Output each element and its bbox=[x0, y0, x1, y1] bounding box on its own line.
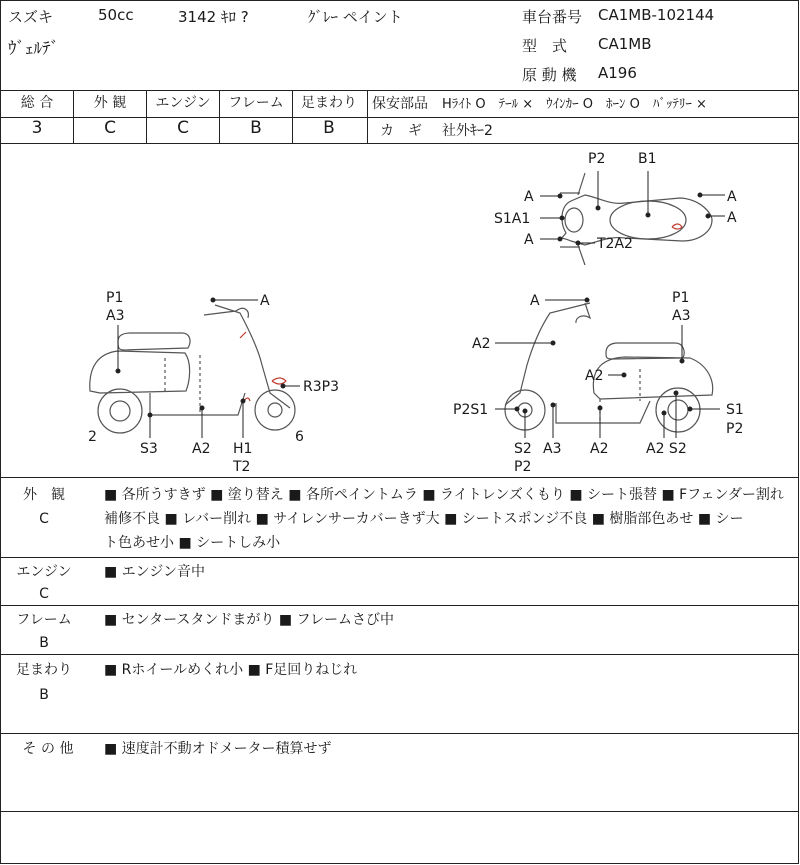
section-other-line-1: ■ 速度計不動オドメーター積算せず bbox=[104, 741, 332, 757]
label-left-a3: A3 bbox=[106, 308, 125, 324]
label-top-s1a1: S1A1 bbox=[494, 211, 531, 227]
section-frame-grade: B bbox=[39, 635, 49, 651]
label-right-p1: P1 bbox=[672, 290, 690, 306]
grade-exterior-value: C bbox=[104, 118, 116, 138]
label-left-p1: P1 bbox=[106, 290, 124, 306]
label-right-a3: A3 bbox=[672, 308, 691, 324]
label-left-t2: T2 bbox=[233, 459, 251, 475]
label-left-h1: H1 bbox=[233, 441, 253, 457]
label-left-6: 6 bbox=[295, 429, 304, 445]
label-right-a2-3: A2 bbox=[590, 441, 609, 457]
grade-engine-label: エンジン bbox=[155, 95, 211, 111]
engine-label: 原 動 機 bbox=[522, 66, 577, 84]
section-suspension-grade: B bbox=[39, 687, 49, 703]
label-right-a: A bbox=[530, 293, 540, 309]
scooter-top-view bbox=[560, 173, 712, 265]
key-label: カ ギ bbox=[380, 123, 422, 139]
grade-frame-label: フレーム bbox=[228, 95, 284, 111]
label-top-a-1: A bbox=[524, 189, 534, 205]
grade-exterior-label: 外 観 bbox=[93, 95, 127, 111]
key-value: 社外ｷｰ2 bbox=[442, 123, 493, 139]
section-exterior-line-1: ■ 各所うすきず ■ 塗り替え ■ 各所ペイントムラ ■ ライトレンズくもり ■ シート張替 ■ Fフェンダー割れ bbox=[104, 487, 784, 503]
label-left-r3p3: R3P3 bbox=[303, 379, 339, 395]
label-top-p2: P2 bbox=[588, 151, 606, 167]
grade-frame-value: B bbox=[250, 118, 262, 138]
label-right-p2s1: P2S1 bbox=[453, 402, 489, 418]
label-right-p2-2: P2 bbox=[514, 459, 532, 475]
displacement: 50cc bbox=[98, 6, 134, 24]
grade-overall-label: 総 合 bbox=[20, 95, 54, 111]
section-engine-label: エンジン bbox=[16, 564, 72, 580]
section-other-label: そ の 他 bbox=[22, 741, 74, 757]
label-top-a-3: A bbox=[727, 189, 737, 205]
grade-engine-value: C bbox=[177, 118, 189, 138]
label-top-b1: B1 bbox=[638, 151, 657, 167]
label-left-2: 2 bbox=[88, 429, 97, 445]
model-name: ｳﾞｪﾙﾃﾞ bbox=[8, 39, 59, 59]
label-left-a2: A2 bbox=[192, 441, 211, 457]
label-right-a3-2: A3 bbox=[543, 441, 562, 457]
color: ｸﾞﾚｰ ペイント bbox=[308, 8, 403, 26]
safety-label: 保安部品 bbox=[372, 96, 428, 112]
label-left-s3: S3 bbox=[140, 441, 158, 457]
section-frame-line-1: ■ センタースタンドまがり ■ フレームさび中 bbox=[104, 612, 394, 628]
label-top-t2a2: T2A2 bbox=[597, 236, 633, 252]
section-suspension-line-1: ■ Rホイールめくれ小 ■ F足回りねじれ bbox=[104, 662, 358, 678]
label-left-a: A bbox=[260, 293, 270, 309]
section-exterior-label: 外 観 bbox=[23, 487, 65, 503]
maker: スズキ bbox=[8, 8, 54, 26]
label-right-a2s2: A2 S2 bbox=[646, 441, 687, 457]
label-top-a-4: A bbox=[727, 210, 737, 226]
section-engine-line-1: ■ エンジン音中 bbox=[104, 564, 205, 580]
label-right-a2-2: A2 bbox=[585, 368, 604, 384]
label-right-p2: P2 bbox=[726, 421, 744, 437]
scooter-left-view bbox=[90, 305, 295, 433]
frame-no-label: 車台番号 bbox=[522, 8, 583, 26]
label-right-a2-1: A2 bbox=[472, 336, 491, 352]
section-engine-grade: C bbox=[39, 586, 49, 602]
scooter-diagram bbox=[0, 143, 799, 477]
section-suspension-label: 足まわり bbox=[16, 662, 72, 678]
grade-overall-value: 3 bbox=[31, 118, 43, 138]
label-right-s2: S2 bbox=[514, 441, 532, 457]
section-exterior-line-2: 補修不良 ■ レバー削れ ■ サイレンサーカバーきず大 ■ シートスポンジ不良 ■ 樹脂部色あせ ■ シー bbox=[104, 511, 744, 527]
engine-value: A196 bbox=[598, 64, 637, 82]
mileage: 3142 ｷﾛ ? bbox=[178, 8, 249, 26]
label-right-s1: S1 bbox=[726, 402, 744, 418]
label-top-a-2: A bbox=[524, 232, 534, 248]
section-frame-label: フレーム bbox=[16, 612, 72, 628]
type-label: 型 式 bbox=[522, 37, 568, 55]
section-exterior-grade: C bbox=[39, 511, 49, 527]
section-exterior-line-3: ト色あせ小 ■ シートしみ小 bbox=[104, 535, 281, 551]
frame-no-value: CA1MB-102144 bbox=[598, 6, 715, 24]
type-value: CA1MB bbox=[598, 35, 652, 53]
grade-suspension-label: 足まわり bbox=[301, 95, 357, 111]
grade-suspension-value: B bbox=[323, 118, 335, 138]
safety-items: Hﾗｲﾄ O ﾃｰﾙ × ｳｲﾝｶｰ O ﾎｰﾝ O ﾊﾞｯﾃﾘｰ × bbox=[442, 97, 707, 112]
